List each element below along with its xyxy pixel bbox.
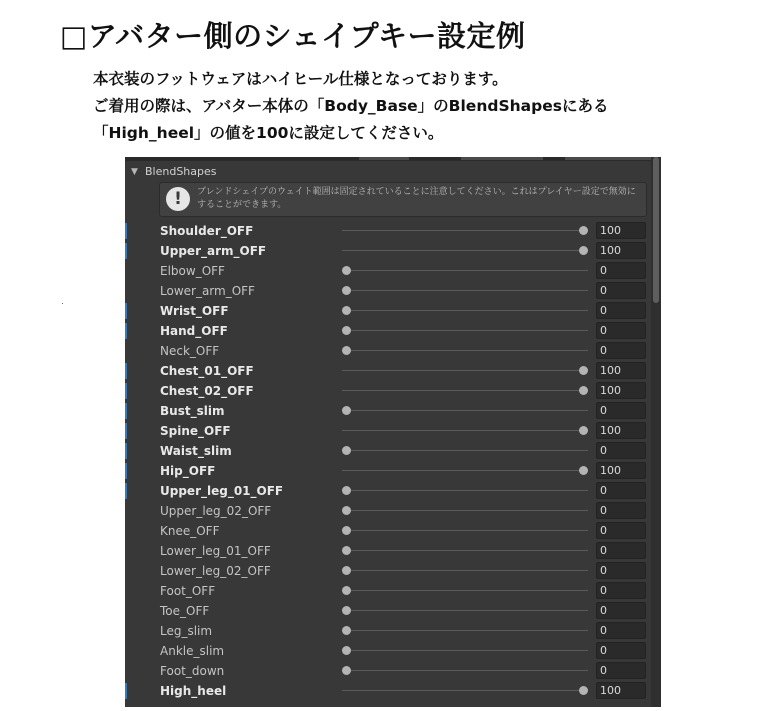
modified-indicator [125, 363, 127, 379]
value-field[interactable]: 0 [596, 262, 646, 279]
modified-indicator [125, 683, 127, 699]
blendshape-name: Lower_leg_01_OFF [160, 544, 271, 558]
blendshape-name: Wrist_OFF [160, 304, 229, 318]
modified-indicator [125, 423, 127, 439]
slider-knob[interactable] [342, 586, 351, 595]
slider-knob[interactable] [342, 566, 351, 575]
toolbar-tab[interactable] [565, 157, 651, 160]
value-field[interactable]: 0 [596, 642, 646, 659]
scrollbar-thumb[interactable] [653, 157, 659, 303]
value-field[interactable]: 100 [596, 382, 646, 399]
slider-knob[interactable] [579, 466, 588, 475]
blendshape-name: Toe_OFF [160, 604, 210, 618]
blendshape-name: Foot_down [160, 664, 225, 678]
warning-icon: ! [166, 187, 190, 211]
blendshape-row [125, 361, 651, 381]
value-field[interactable]: 0 [596, 582, 646, 599]
modified-indicator [125, 243, 127, 259]
value-field[interactable]: 100 [596, 462, 646, 479]
blendshape-row [125, 321, 651, 341]
value-field[interactable]: 0 [596, 322, 646, 339]
slider-knob[interactable] [342, 266, 351, 275]
description-line: 「High_heel」の値を100に設定してください。 [93, 124, 444, 142]
blendshape-name: High_heel [160, 684, 227, 698]
slider-knob[interactable] [342, 286, 351, 295]
slider-knob[interactable] [579, 246, 588, 255]
slider-track[interactable] [342, 590, 588, 591]
blendshape-row [125, 481, 651, 501]
slider-track[interactable] [342, 290, 588, 291]
modified-indicator [125, 383, 127, 399]
blendshape-name: Ankle_slim [160, 644, 225, 658]
slider-track[interactable] [342, 490, 588, 491]
value-field[interactable]: 0 [596, 482, 646, 499]
blendshape-row [125, 301, 651, 321]
slider-track[interactable] [342, 390, 588, 391]
slider-track[interactable] [342, 670, 588, 671]
blendshape-name: Hand_OFF [160, 324, 228, 338]
blendshape-name: Waist_slim [160, 444, 232, 458]
blendshape-name: Lower_leg_02_OFF [160, 564, 271, 578]
blendshape-name: Foot_OFF [160, 584, 216, 598]
modified-indicator [125, 303, 127, 319]
value-field[interactable]: 0 [596, 542, 646, 559]
blendshape-row [125, 681, 651, 701]
blendshape-row [125, 521, 651, 541]
slider-track[interactable] [342, 230, 588, 231]
value-field[interactable]: 0 [596, 662, 646, 679]
slider-track[interactable] [342, 310, 588, 311]
help-box [159, 182, 647, 217]
blendshape-name: Elbow_OFF [160, 264, 225, 278]
value-field[interactable]: 0 [596, 522, 646, 539]
slider-knob[interactable] [579, 226, 588, 235]
foldout-triangle-icon[interactable]: ▼ [131, 167, 138, 177]
blendshape-row [125, 621, 651, 641]
blendshape-row [125, 261, 651, 281]
slider-track[interactable] [342, 690, 588, 691]
blendshape-row [125, 541, 651, 561]
value-field[interactable]: 100 [596, 362, 646, 379]
blendshape-row [125, 221, 651, 241]
slider-track[interactable] [342, 450, 588, 451]
value-field[interactable]: 0 [596, 622, 646, 639]
blendshape-name: Upper_leg_01_OFF [160, 484, 284, 498]
slider-knob[interactable] [342, 626, 351, 635]
toolbar-strip [125, 157, 661, 161]
blendshape-name: Upper_arm_OFF [160, 244, 267, 258]
slider-knob[interactable] [342, 406, 351, 415]
modified-indicator [125, 403, 127, 419]
slider-knob[interactable] [342, 446, 351, 455]
blendshape-row [125, 561, 651, 581]
blendshape-row [125, 281, 651, 301]
slider-knob[interactable] [342, 506, 351, 515]
modified-indicator [125, 443, 127, 459]
help-text: ブレンドシェイプのウェイト範囲は固定されていることに注意してください。これはプレイヤー設定で無効にすることができます。 [197, 187, 636, 210]
blendshape-row [125, 421, 651, 441]
value-field[interactable]: 0 [596, 302, 646, 319]
slider-track[interactable] [342, 250, 588, 251]
blendshape-name: Leg_slim [160, 624, 213, 638]
blendshape-row [125, 401, 651, 421]
document-title: □アバター側のシェイプキー設定例 [60, 19, 526, 53]
scrollbar[interactable] [651, 157, 661, 707]
value-field[interactable]: 0 [596, 282, 646, 299]
description-line: 本衣装のフットウェアはハイヒール仕様となっております。 [93, 70, 508, 88]
slider-track[interactable] [342, 510, 588, 511]
blendshape-row [125, 641, 651, 661]
blendshape-row [125, 661, 651, 681]
slider-track[interactable] [342, 530, 588, 531]
value-field[interactable]: 0 [596, 342, 646, 359]
blendshape-name: Lower_arm_OFF [160, 284, 255, 298]
blendshapes-foldout[interactable] [125, 163, 651, 181]
blendshape-row [125, 241, 651, 261]
blendshape-row [125, 441, 651, 461]
blendshape-row [125, 341, 651, 361]
value-field[interactable]: 100 [596, 222, 646, 239]
value-field[interactable]: 100 [596, 422, 646, 439]
slider-track[interactable] [342, 630, 588, 631]
slider-knob[interactable] [342, 606, 351, 615]
blendshape-name: Neck_OFF [160, 344, 220, 358]
blendshape-name: Upper_leg_02_OFF [160, 504, 272, 518]
value-field[interactable]: 0 [596, 602, 646, 619]
modified-indicator [125, 463, 127, 479]
slider-knob[interactable] [342, 326, 351, 335]
slider-track[interactable] [342, 370, 588, 371]
slider-knob[interactable] [342, 546, 351, 555]
slider-track[interactable] [342, 550, 588, 551]
slider-track[interactable] [342, 470, 588, 471]
value-field[interactable]: 100 [596, 242, 646, 259]
stray-dot [62, 303, 63, 304]
blendshape-name: Chest_01_OFF [160, 364, 254, 378]
inspector-panel [125, 157, 661, 707]
blendshape-row [125, 461, 651, 481]
slider-track[interactable] [342, 650, 588, 651]
slider-track[interactable] [342, 410, 588, 411]
slider-knob[interactable] [342, 666, 351, 675]
blendshape-name: Chest_02_OFF [160, 384, 254, 398]
modified-indicator [125, 223, 127, 239]
slider-knob[interactable] [342, 486, 351, 495]
blendshape-row [125, 581, 651, 601]
document-description [93, 66, 608, 147]
value-field[interactable]: 100 [596, 682, 646, 699]
slider-track[interactable] [342, 570, 588, 571]
slider-track[interactable] [342, 350, 588, 351]
slider-knob[interactable] [342, 526, 351, 535]
slider-track[interactable] [342, 330, 588, 331]
blendshapes-header-label: BlendShapes [145, 165, 217, 178]
slider-knob[interactable] [342, 646, 351, 655]
slider-track[interactable] [342, 610, 588, 611]
blendshape-row [125, 501, 651, 521]
blendshape-name: Hip_OFF [160, 464, 216, 478]
blendshape-name: Bust_slim [160, 404, 225, 418]
modified-indicator [125, 323, 127, 339]
toolbar-tab[interactable] [359, 157, 409, 160]
slider-knob[interactable] [579, 426, 588, 435]
blendshape-name: Shoulder_OFF [160, 224, 254, 238]
slider-track[interactable] [342, 430, 588, 431]
blendshape-row [125, 601, 651, 621]
value-field[interactable]: 0 [596, 562, 646, 579]
toolbar-tab[interactable] [461, 157, 543, 160]
description-line: ご着用の際は、アバター本体の「Body_Base」のBlendShapesにある [93, 97, 609, 115]
slider-knob[interactable] [579, 386, 588, 395]
slider-knob[interactable] [342, 306, 351, 315]
blendshape-name: Spine_OFF [160, 424, 231, 438]
blendshape-name: Knee_OFF [160, 524, 220, 538]
slider-knob[interactable] [342, 346, 351, 355]
modified-indicator [125, 483, 127, 499]
value-field[interactable]: 0 [596, 502, 646, 519]
slider-knob[interactable] [579, 686, 588, 695]
slider-track[interactable] [342, 270, 588, 271]
slider-knob[interactable] [579, 366, 588, 375]
value-field[interactable]: 0 [596, 442, 646, 459]
value-field[interactable]: 0 [596, 402, 646, 419]
blendshape-row [125, 381, 651, 401]
